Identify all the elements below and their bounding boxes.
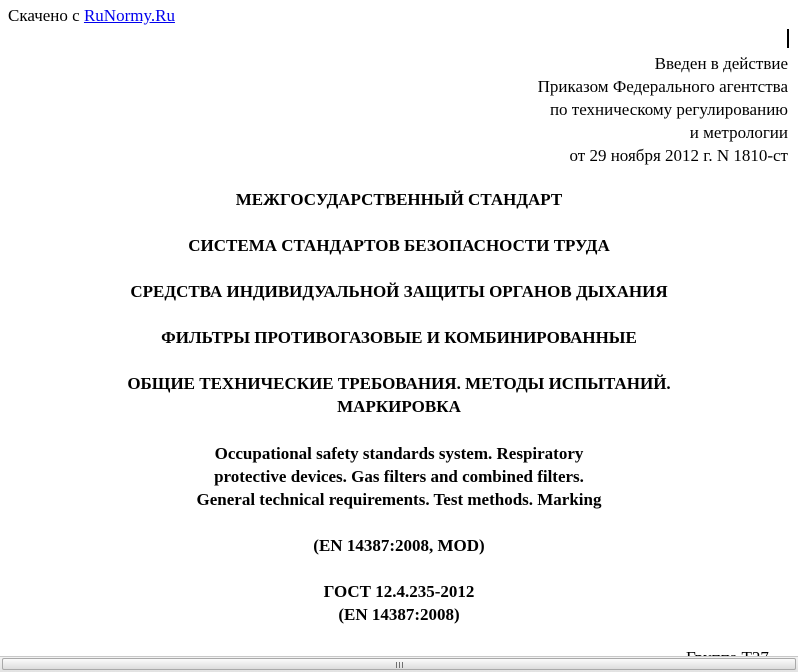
grip-icon [396, 662, 405, 668]
english-title-line: General technical requirements. Test methods. Marking [196, 490, 602, 509]
downloaded-from-line [8, 6, 175, 26]
enactment-line: и метрологии [689, 123, 788, 142]
english-title-block [0, 442, 798, 511]
en-reference: (EN 14387:2008, MOD) [313, 536, 485, 555]
requirements-heading-line2: МАРКИРОВКА [337, 397, 461, 416]
scrollbar-thumb[interactable] [2, 658, 796, 670]
requirements-heading-line1: ОБЩИЕ ТЕХНИЧЕСКИЕ ТРЕБОВАНИЯ. МЕТОДЫ ИСПЫТАНИЙ. [127, 374, 671, 393]
gost-number: ГОСТ 12.4.235-2012 [323, 582, 475, 601]
enactment-block [538, 52, 788, 167]
devices-heading: СРЕДСТВА ИНДИВИДУАЛЬНОЙ ЗАЩИТЫ ОРГАНОВ ДЫХАНИЯ [130, 282, 668, 301]
text-cursor [787, 29, 789, 48]
enactment-line: Введен в действие [654, 54, 788, 73]
enactment-line: Приказом Федерального агентства [537, 77, 788, 96]
standard-type-heading: МЕЖГОСУДАРСТВЕННЫЙ СТАНДАРТ [235, 190, 563, 209]
downloaded-prefix: Скачено с [8, 6, 80, 25]
enactment-line: от 29 ноября 2012 г. N 1810-ст [569, 146, 788, 165]
gost-en-reference: (EN 14387:2008) [338, 605, 460, 624]
system-heading: СИСТЕМА СТАНДАРТОВ БЕЗОПАСНОСТИ ТРУДА [188, 236, 610, 255]
english-title-line: Occupational safety standards system. Respiratory [214, 444, 584, 463]
filters-heading: ФИЛЬТРЫ ПРОТИВОГАЗОВЫЕ И КОМБИНИРОВАННЫЕ [161, 328, 637, 347]
runormy-link[interactable]: RuNormy.Ru [83, 6, 175, 25]
horizontal-scrollbar[interactable] [0, 656, 798, 672]
english-title-line: protective devices. Gas filters and combined filters. [214, 467, 584, 486]
enactment-line: по техническому регулированию [549, 100, 788, 119]
